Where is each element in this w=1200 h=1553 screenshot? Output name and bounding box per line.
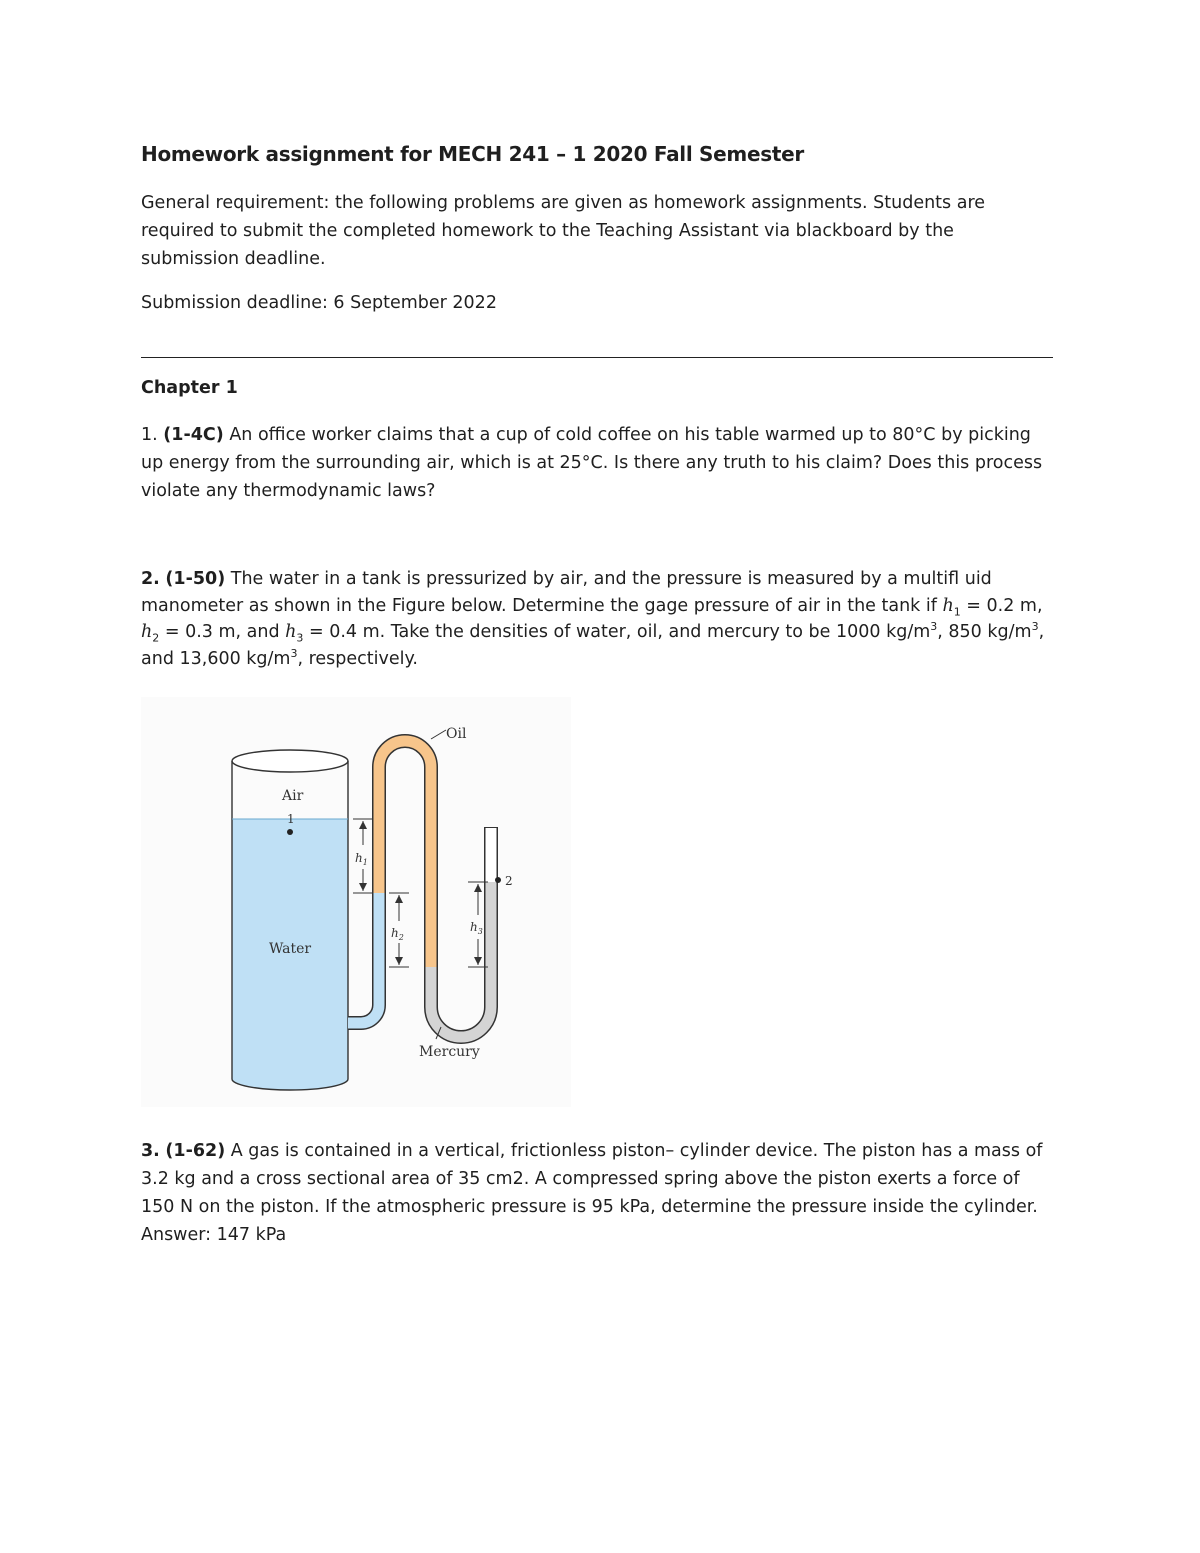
problem-3-text: A gas is contained in a vertical, frictionless piston– cylinder device. The piston has a mass of 3.2 kg and a cross sectional area of 35 cm2. A compressed spring above the piston exerts a force of 150 N on the piston. If the atmospheric pressure is 95 kPa, determine the pressure inside the cylinder. Answer: 147 kPa xyxy=(141,1141,1043,1245)
submission-deadline: Submission deadline: 6 September 2022 xyxy=(141,293,497,313)
problem-1-text: An office worker claims that a cup of cold coffee on his table warmed up to 80°C by picking up energy from the surrounding air, which is at 25°C. Is there any truth to his claim? Does this process violate any thermodynamic laws? xyxy=(141,425,1043,501)
tank-top xyxy=(232,750,348,772)
label-h1: $h_1$ xyxy=(355,851,368,867)
superscript-3a: 3 xyxy=(930,620,938,634)
problem-1 xyxy=(141,421,1055,505)
problem-2-text-a: The water in a tank is pressurized by air, and the pressure is measured by a multifl uid manometer as shown in the Figure below. Determine the gage pressure of air in the tank if xyxy=(141,569,992,616)
h1-symbol: h xyxy=(942,595,954,616)
label-h3: $h_3$ xyxy=(470,920,483,936)
h2-symbol: h xyxy=(141,622,153,642)
label-mercury: Mercury xyxy=(419,1044,480,1060)
problem-2 xyxy=(141,566,1055,672)
divider xyxy=(141,357,1053,358)
problem-2-text-g: , respectively. xyxy=(297,648,418,669)
figure-background xyxy=(141,697,571,1107)
page-title: Homework assignment for MECH 241 – 1 2020 Fall Semester xyxy=(141,142,804,166)
problem-2-ref: (1-50) xyxy=(165,569,226,589)
manometer-figure xyxy=(141,697,571,1107)
problem-2-text-b: = 0.2 m, xyxy=(960,595,1043,616)
superscript-3c: 3 xyxy=(290,646,298,660)
problem-2-text-d: = 0.4 m. Take the densities of water, oil, and mercury to be 1000 kg/m xyxy=(303,622,931,642)
superscript-3b: 3 xyxy=(1031,620,1039,634)
problem-1-number: 1. xyxy=(141,425,158,445)
label-water: Water xyxy=(269,941,312,957)
manometer-diagram xyxy=(141,697,571,1107)
h1-subscript: 1 xyxy=(953,605,961,618)
label-point-1: 1 xyxy=(287,812,295,826)
general-requirement: General requirement: the following problems are given as homework assignments. Students are required to submit the completed homework to the Teaching Assistant via blackboard by the submission deadline. xyxy=(141,193,986,269)
problem-1-ref: (1-4C) xyxy=(163,425,224,445)
h3-symbol: h xyxy=(285,622,297,642)
problem-2-number: 2. xyxy=(141,569,160,589)
label-air: Air xyxy=(282,788,304,804)
chapter-heading: Chapter 1 xyxy=(141,378,238,398)
label-point-2: 2 xyxy=(505,874,513,888)
problem-2-text-e: , 850 kg/m xyxy=(937,622,1032,642)
problem-3-number: 3. xyxy=(141,1141,160,1161)
point-2-marker xyxy=(495,877,501,883)
h3-subscript: 3 xyxy=(296,631,304,645)
h2-subscript: 2 xyxy=(152,631,160,645)
problem-2-text-c: = 0.3 m, and xyxy=(159,622,286,642)
point-1-marker xyxy=(287,829,293,835)
problem-2-text-f: , and 13,600 kg/m xyxy=(141,622,1045,669)
label-h2: $h_2$ xyxy=(391,926,404,942)
label-oil: Oil xyxy=(446,726,467,742)
problem-3 xyxy=(141,1137,1055,1249)
problem-3-ref: (1-62) xyxy=(165,1141,226,1161)
